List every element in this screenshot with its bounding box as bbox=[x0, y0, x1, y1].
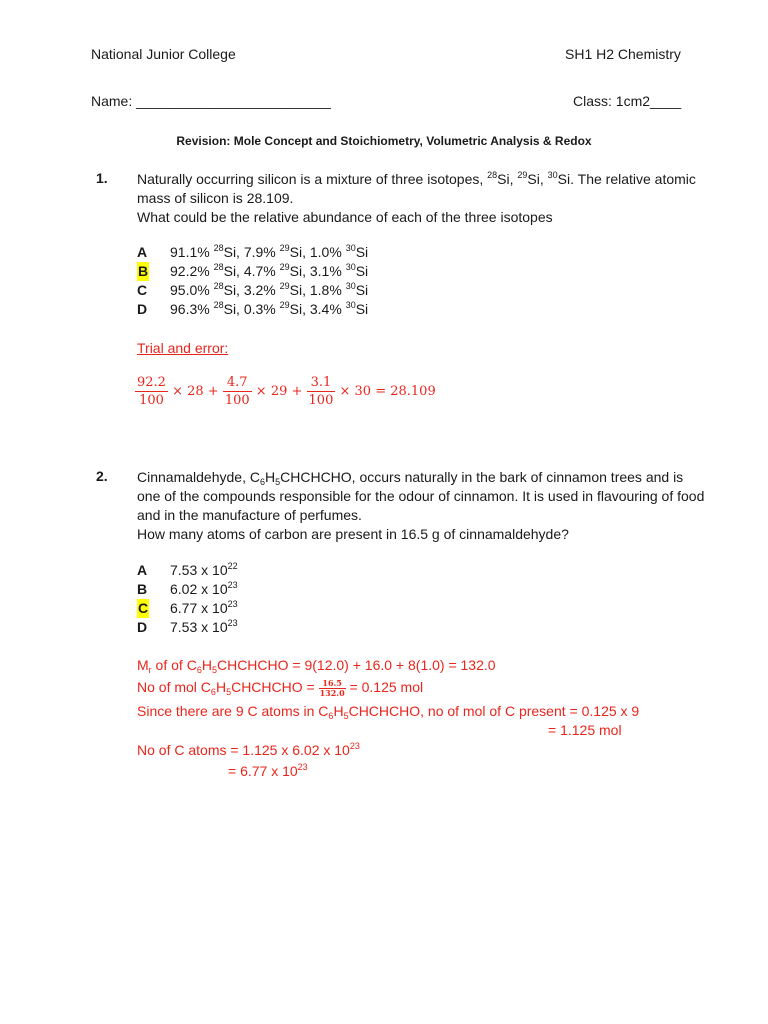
solution-line-1: $M_r$ of of $C_6H_5CHCHCHO = 9(12.0) + 16.0 + 8(1.0) = 132.0$ bbox=[137, 657, 496, 675]
question-1-option-a bbox=[137, 243, 537, 262]
question-2-option-c bbox=[137, 599, 537, 618]
solution-line-2: No of mol $C_6H_5CHCHCHO$ = $\frac{16.5}{132.0}$ = 0.125 mol bbox=[137, 677, 424, 698]
question-1-option-text: 96.3% $^{28}$Si, 0.3% $^{29}$Si, 3.4% $^{30}$Si bbox=[170, 300, 369, 317]
question-1-option-letter: B bbox=[138, 263, 149, 279]
question-2-option-a bbox=[137, 561, 537, 580]
question-2-option-letter: D bbox=[137, 619, 148, 635]
question-1-option-text: 91.1% $^{28}$Si, 7.9% $^{29}$Si, 1.0% $^{30}$Si bbox=[170, 243, 369, 260]
question-2-option-d bbox=[137, 618, 537, 637]
solution-line-3: Since there are 9 C atoms in $C_6H_5CHCHCHO$, no of mol of C present = 0.125 x 9 bbox=[137, 703, 640, 721]
question-1-number: 1. bbox=[96, 170, 108, 186]
question-1-option-text: 95.0% $^{28}$Si, 3.2% $^{29}$Si, 1.8% $^{30}$Si bbox=[170, 281, 369, 298]
class-field-label: Class: 1cm2____ bbox=[573, 93, 682, 109]
question-1-answer-heading: Trial and error: bbox=[137, 340, 229, 356]
school-name: National Junior College bbox=[91, 46, 236, 62]
question-1-option-letter: C bbox=[137, 282, 148, 298]
question-2-option-letter: B bbox=[137, 581, 148, 597]
solution-line-5: No of C atoms = 1.125 x 6.02 x $10^{23}$ bbox=[137, 741, 360, 758]
solution-line-6: = 6.77 x $10^{23}$ bbox=[228, 762, 308, 779]
name-field-label: Name: _________________________ bbox=[91, 93, 331, 109]
question-2-option-text: 6.77 x $10^{23}$ bbox=[170, 599, 238, 616]
eq-frac-1-denominator: 100 bbox=[139, 393, 164, 408]
eq-frac-3-denominator: 100 bbox=[308, 393, 334, 408]
question-2-option-text: 6.02 x $10^{23}$ bbox=[170, 580, 238, 597]
eq-frac-1-numerator: 92.2 bbox=[137, 375, 166, 390]
eq-term-3: × 30 = 28.109 bbox=[339, 384, 436, 399]
question-1-line-1: Naturally occurring silicon is a mixture of three isotopes, $^{28}$Si, $^{29}$Si, $^{30}$Si. The relative atomic bbox=[137, 170, 696, 187]
question-2-option-letter: C bbox=[138, 600, 149, 616]
eq-term-2: × 29 + bbox=[255, 384, 303, 399]
eq-frac-2-numerator: 4.7 bbox=[223, 374, 252, 392]
question-2-line-4: How many atoms of carbon are present in 16.5 g of cinnamaldehyde? bbox=[137, 526, 569, 542]
question-2-line-2: one of the compounds responsible for the odour of cinnamon. It is used in flavouring of food bbox=[137, 488, 705, 504]
question-1-option-text: 92.2% $^{28}$Si, 4.7% $^{29}$Si, 3.1% $^{30}$Si bbox=[170, 262, 369, 279]
question-2-option-letter: A bbox=[137, 562, 148, 578]
subject-code: SH1 H2 Chemistry bbox=[565, 46, 681, 62]
question-2-number: 2. bbox=[96, 468, 108, 484]
question-1-option-letter: A bbox=[137, 244, 148, 260]
question-2-line-1: Cinnamaldehyde, $C_6H_5CHCHCHO$, occurs naturally in the bark of cinnamon trees and is bbox=[137, 469, 684, 487]
eq-term-1: × 28 + bbox=[172, 384, 219, 399]
question-1-option-d bbox=[137, 300, 537, 319]
question-2-line-3: and in the manufacture of perfumes. bbox=[137, 507, 362, 523]
question-1-equation bbox=[135, 374, 436, 409]
eq-frac-2-denominator: 100 bbox=[224, 393, 250, 408]
question-1-line-3: What could be the relative abundance of each of the three isotopes bbox=[137, 209, 553, 225]
question-1-option-letter: D bbox=[137, 301, 148, 317]
question-1-line-2: mass of silicon is 28.109. bbox=[137, 190, 294, 206]
revision-title: Revision: Mole Concept and Stoichiometry, Volumetric Analysis & Redox bbox=[176, 134, 592, 148]
solution-line-4: = 1.125 mol bbox=[548, 722, 622, 738]
question-2-option-b bbox=[137, 580, 537, 599]
question-1-option-b bbox=[137, 262, 537, 281]
eq-frac-3-numerator: 3.1 bbox=[307, 374, 336, 392]
question-1-option-c bbox=[137, 281, 537, 300]
question-2-option-text: 7.53 x $10^{22}$ bbox=[170, 561, 238, 578]
question-2-option-text: 7.53 x $10^{23}$ bbox=[170, 618, 238, 635]
